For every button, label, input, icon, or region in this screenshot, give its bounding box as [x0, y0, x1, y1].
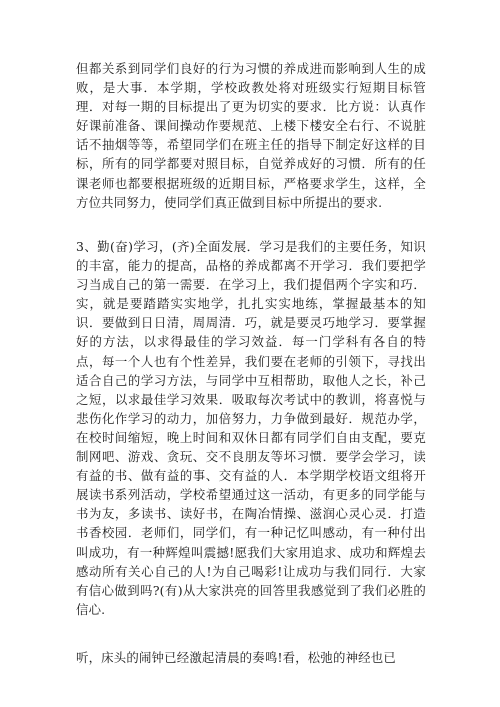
paragraph-behavior-habits: 但都关系到同学们良好的行为习惯的养成进而影响到人生的成败，是大事．本学期，学校政教处将对班级实行短期目标管理．对每一期的目标提出了更为切实的要求．比方说：认真作好课前准备、课间操动作要规范、上楼下楼安全右行、不说脏话不抽烟等等，希望同学们在班主任的指导下制定好这样的目标，所有的同学都要对照目标，自觉养成好的习惯．所有的任课老师也都要根据班级的近期目标，严格要求学生，这样，全方位共同努力，使同学们真正做到目标中所提出的要求.: [76, 61, 426, 210]
paragraph-alarm-clock: 听，床头的闹钟已经激起清晨的奏鸣!看，松弛的神经也已: [76, 650, 396, 665]
paragraph-study-diligently: 3、勤(奋)学习，(齐)全面发展．学习是我们的主要任务，知识的丰富，能力的提高，品格的养成都离不开学习．我们要把学习当成自己的第一需要．在学习上，我们提倡两个字实和巧．实，就是要踏踏实实地学，扎扎实实地练，掌握最基本的知识．要做到日日清，周周清．巧，就是要灵巧地学习．要掌握好的方法，以求得最佳的学习效益．每一门学科有各自的特点，每一个人也有个性差异，我们要在老师的引领下，寻找出适合自己的学习方法，与同学中互相帮助，取他人之长，补己之短，以求最佳学习效果．吸取每次考试中的教训，将喜悦与悲伤化作学习的动力，加倍努力，力争做到最好．规范办学，在校时间缩短，晚上时间和双休日都有同学们自由支配，要克制网吧、游戏、贪玩、交不良朋友等坏习惯．要学会学习，读有益的书、做有益的事、交有益的人．本学期学校语文组将开展读书系列活动，学校希望通过这一活动，有更多的同学能与书为友，多读书、读好书，在陶冶情操、滋润心灵心灵．打造书香校园．老师们，同学们，有一种记忆叫感动，有一种付出叫成功，有一种辉煌叫震撼!愿我们大家用追求、成功和辉煌去感动所有关心自己的人!为自己喝彩!让成功与我们同行．大家有信心做到吗?(有)从大家洪亮的回答里我感觉到了我们必胜的信心.: [76, 239, 426, 617]
